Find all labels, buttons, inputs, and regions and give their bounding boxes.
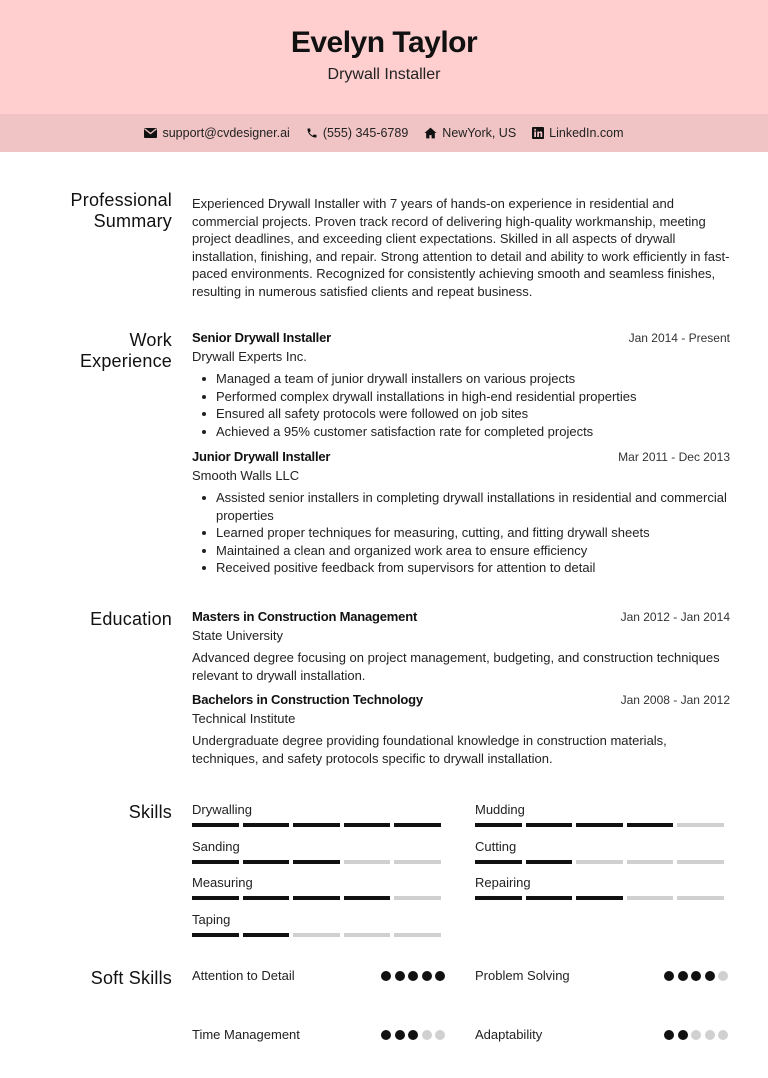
skill-level-segment [627, 896, 674, 900]
linkedin-icon [532, 127, 544, 139]
skill-item [475, 875, 728, 900]
rating-dot [691, 1030, 701, 1040]
skill-level-segment [243, 860, 290, 864]
skill-level-segment [243, 896, 290, 900]
soft-skill-rating [378, 1030, 446, 1040]
degree-title: Masters in Construction Management [192, 609, 418, 624]
skill-item [475, 839, 728, 864]
contact-email[interactable] [144, 126, 289, 140]
skill-level-segment [344, 860, 391, 864]
rating-dot [705, 971, 715, 981]
envelope-icon [144, 128, 157, 138]
skill-level-segment [526, 823, 573, 827]
skill-level-segment [344, 933, 391, 937]
contact-phone-text: (555) 345-6789 [322, 126, 409, 140]
education-heading: Education [90, 609, 172, 629]
rating-dot [664, 1030, 674, 1040]
skill-level-bar [192, 933, 445, 937]
soft-skill-item [475, 1027, 728, 1042]
rating-dot [381, 971, 391, 981]
job-bullet: Maintained a clean and organized work area to ensure efficiency [192, 542, 730, 560]
job-bullet: Received positive feedback from supervisors for attention to detail [192, 559, 730, 577]
soft-skill-item [192, 1027, 445, 1042]
experience-heading: Work Experience [79, 330, 172, 371]
rating-dot [381, 1030, 391, 1040]
summary-text: Experienced Drywall Installer with 7 years of hands-on experience in residential and commercial projects. Proven track record of delivering high-quality workmanship, meeting project deadlines, and exceeding client expectations. Skilled in all aspects of drywall installation, finishing, and repair. Strong attention to detail and ability to work efficiently in fast-paced environments. Recognized for consistently achieving smooth and seamless finishes, resulting in numerous satisfied clients and repeat business. [192, 196, 730, 299]
skill-level-segment [293, 896, 340, 900]
skill-level-bar [192, 823, 445, 827]
skill-item [475, 802, 728, 827]
skill-level-segment [344, 823, 391, 827]
skill-level-bar [475, 823, 728, 827]
soft-skill-rating [661, 971, 729, 981]
skill-level-segment [475, 860, 522, 864]
skill-item [192, 839, 445, 864]
job-bullet: Ensured all safety protocols were followed on job sites [192, 405, 730, 423]
skill-level-segment [576, 823, 623, 827]
skill-level-segment [627, 823, 674, 827]
job-bullet: Achieved a 95% customer satisfaction rate for completed projects [192, 423, 730, 441]
skill-level-segment [475, 896, 522, 900]
experience-entry [192, 448, 730, 577]
skill-level-segment [192, 896, 239, 900]
job-bullet: Managed a team of junior drywall installers on various projects [192, 370, 730, 388]
job-title: Senior Drywall Installer [192, 330, 331, 345]
school-name: Technical Institute [192, 710, 296, 726]
candidate-name: Evelyn Taylor [290, 26, 478, 59]
soft-skill-name: Problem Solving [475, 968, 570, 983]
skill-level-segment [192, 860, 239, 864]
skill-item [192, 875, 445, 900]
skill-level-segment [243, 933, 290, 937]
skill-level-bar [192, 896, 445, 900]
contact-location [424, 126, 516, 140]
education-section [192, 608, 730, 767]
skill-level-segment [394, 933, 441, 937]
skill-level-segment [293, 860, 340, 864]
rating-dot [408, 971, 418, 981]
skill-level-segment [192, 933, 239, 937]
skills-heading: Skills [128, 802, 172, 822]
soft-skill-rating [661, 1030, 729, 1040]
experience-entry [192, 329, 730, 440]
job-bullet: Learned proper techniques for measuring, cutting, and fitting drywall sheets [192, 524, 730, 542]
skill-level-bar [475, 860, 728, 864]
job-company: Drywall Experts Inc. [192, 348, 307, 364]
skill-name: Measuring [192, 875, 253, 890]
skill-name: Mudding [475, 802, 525, 817]
contact-email-text: support@cvdesigner.ai [162, 126, 290, 140]
rating-dot [435, 1030, 445, 1040]
skill-name: Taping [192, 912, 231, 927]
rating-dot [718, 1030, 728, 1040]
rating-dot [678, 1030, 688, 1040]
rating-dot [718, 971, 728, 981]
soft-skill-item [192, 968, 445, 983]
rating-dot [395, 1030, 405, 1040]
degree-title: Bachelors in Construction Technology [192, 692, 423, 707]
skill-item [192, 802, 445, 827]
skill-level-bar [475, 896, 728, 900]
skill-level-segment [677, 823, 724, 827]
contact-location-text: NewYork, US [442, 126, 517, 140]
job-title: Junior Drywall Installer [192, 449, 331, 464]
job-bullet: Performed complex drywall installations in high-end residential properties [192, 388, 730, 406]
job-date: Jan 2014 - Present [628, 331, 730, 345]
soft-skill-rating [378, 971, 446, 981]
skill-level-segment [677, 896, 724, 900]
skill-level-segment [394, 823, 441, 827]
rating-dot [395, 971, 405, 981]
rating-dot [678, 971, 688, 981]
rating-dot [422, 971, 432, 981]
rating-dot [691, 971, 701, 981]
contact-linkedin-text: LinkedIn.com [549, 126, 624, 140]
skill-name: Drywalling [192, 802, 252, 817]
resume-header [0, 0, 768, 114]
skill-item [192, 912, 445, 937]
skill-level-segment [344, 896, 391, 900]
school-name: State University [192, 627, 284, 643]
job-company: Smooth Walls LLC [192, 467, 300, 483]
contact-linkedin[interactable] [532, 126, 623, 140]
soft-skill-item [475, 968, 728, 983]
job-bullets [192, 489, 730, 577]
phone-icon [306, 127, 318, 139]
skill-level-segment [394, 896, 441, 900]
experience-section [192, 329, 730, 577]
skill-level-segment [677, 860, 724, 864]
education-date: Jan 2012 - Jan 2014 [620, 610, 730, 624]
education-date: Jan 2008 - Jan 2012 [620, 693, 730, 707]
skill-level-segment [576, 896, 623, 900]
home-icon [424, 127, 437, 139]
soft-skill-name: Attention to Detail [192, 968, 295, 983]
soft-skill-name: Adaptability [475, 1027, 543, 1042]
skill-name: Cutting [475, 839, 517, 854]
education-entry [192, 691, 730, 767]
skill-level-segment [526, 896, 573, 900]
skill-name: Sanding [192, 839, 240, 854]
skill-name: Repairing [475, 875, 531, 890]
skill-level-segment [293, 823, 340, 827]
soft-skill-name: Time Management [192, 1027, 300, 1042]
job-bullet: Assisted senior installers in completing drywall installations in residential and commercial properties [192, 489, 730, 524]
skill-level-segment [293, 933, 340, 937]
soft-skills-heading: Soft Skills [90, 968, 172, 988]
rating-dot [408, 1030, 418, 1040]
skill-level-segment [192, 823, 239, 827]
rating-dot [422, 1030, 432, 1040]
summary-heading: Professional Summary [70, 190, 172, 231]
candidate-title: Drywall Installer [327, 66, 441, 83]
job-bullets [192, 370, 730, 440]
skill-level-segment [475, 823, 522, 827]
contact-bar [0, 114, 768, 152]
job-date: Mar 2011 - Dec 2013 [618, 450, 730, 464]
skill-level-segment [576, 860, 623, 864]
education-description: Undergraduate degree providing foundational knowledge in construction materials, techniques, and safety protocols specific to drywall installation. [192, 733, 667, 766]
rating-dot [435, 971, 445, 981]
skill-level-segment [627, 860, 674, 864]
contact-phone[interactable] [306, 126, 408, 140]
skill-level-segment [394, 860, 441, 864]
skill-level-segment [243, 823, 290, 827]
skill-level-segment [526, 860, 573, 864]
education-entry [192, 608, 730, 684]
rating-dot [705, 1030, 715, 1040]
skill-level-bar [192, 860, 445, 864]
education-description: Advanced degree focusing on project management, budgeting, and construction techniques relevant to drywall installation. [192, 650, 720, 683]
rating-dot [664, 971, 674, 981]
